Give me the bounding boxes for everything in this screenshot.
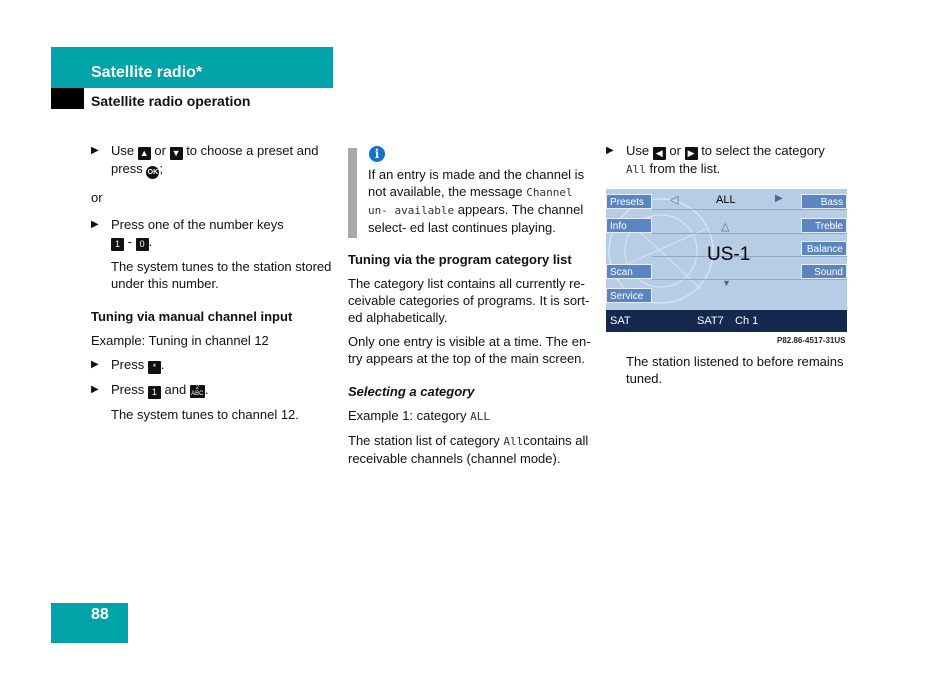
- display-code: All: [626, 163, 646, 176]
- column-middle: [348, 251, 593, 474]
- display-code: ALL: [470, 410, 491, 423]
- key-1-icon: 1: [111, 238, 124, 251]
- scan-button[interactable]: Scan: [606, 264, 652, 279]
- bullet-arrow-icon: ▶: [91, 219, 99, 230]
- key-0-icon: 0: [136, 238, 149, 251]
- paragraph: Only one entry is visible at a time. The en- try appears at the top of the main screen.: [348, 334, 591, 366]
- text: and: [164, 382, 187, 397]
- instruction-preset: [91, 142, 336, 179]
- right-key-icon: ▶: [685, 147, 698, 160]
- page-number: 88: [91, 606, 109, 623]
- or-text: or: [91, 190, 103, 205]
- result-text: The system tunes to the station stored under this number.: [111, 259, 332, 291]
- heading-manual-input: Tuning via manual channel input: [91, 309, 293, 324]
- key-2-icon: 2 ABC: [191, 385, 204, 397]
- text: .: [204, 382, 209, 397]
- text: to select the category: [701, 143, 825, 158]
- page-number-box: [51, 603, 128, 643]
- text: Use: [626, 143, 650, 158]
- text: Press one of the number keys: [111, 217, 284, 232]
- paragraph: The category list contains all currently re- ceivable categories of programs. It is sort- ed alphabetically.: [348, 276, 590, 325]
- text: If an entry is made and the channel is not available, the message: [368, 167, 585, 199]
- treble-button[interactable]: Treble: [801, 218, 847, 233]
- sound-button[interactable]: Sound: [801, 264, 847, 279]
- figure-code: P82.86-4517-31US: [777, 336, 846, 345]
- after-text: The station listened to before remains tuned.: [626, 354, 844, 386]
- key-1-icon: 1: [148, 386, 161, 399]
- divider: [652, 209, 847, 210]
- bullet-arrow-icon: ▶: [606, 145, 614, 156]
- arrow-right-icon[interactable]: ▶: [775, 193, 783, 204]
- text: appears. The channel select- ed last continues playing.: [368, 202, 584, 235]
- service-button[interactable]: Service: [606, 288, 652, 303]
- example-text: Example: Tuning in channel 12: [91, 333, 269, 348]
- text: .: [148, 234, 153, 249]
- instruction-channel-keys: [91, 381, 336, 399]
- text: ;: [159, 161, 164, 176]
- status-band: SAT: [610, 315, 631, 327]
- text: contains all receivable channels (channel mode).: [348, 433, 589, 466]
- category-label: ALL: [716, 194, 736, 206]
- column-right: [606, 142, 848, 185]
- text: Press: [111, 382, 145, 397]
- section-title: Satellite radio*: [91, 64, 203, 81]
- display-code: All: [503, 435, 524, 448]
- paragraph: [348, 432, 593, 467]
- text: .: [160, 357, 165, 372]
- arrow-up-icon[interactable]: △: [721, 221, 730, 233]
- bullet-arrow-icon: ▶: [91, 359, 99, 370]
- heading-selecting-category: Selecting a category: [348, 384, 475, 399]
- arrow-down-icon[interactable]: ▼: [722, 278, 731, 288]
- ok-key-icon: OK: [146, 166, 159, 179]
- text: from the list.: [649, 161, 721, 176]
- display-message: Channel un- available: [368, 186, 573, 217]
- text: The station list of category: [348, 433, 500, 448]
- text: or: [669, 143, 681, 158]
- down-key-icon: ▼: [170, 147, 183, 160]
- left-key-icon: ◀: [653, 147, 666, 160]
- radio-display: [606, 189, 847, 332]
- status-bar: [606, 310, 847, 332]
- info-button[interactable]: Info: [606, 218, 652, 233]
- section-subtitle: Satellite radio operation: [91, 93, 251, 109]
- example-text: [348, 407, 593, 425]
- status-channel: Ch 1: [735, 315, 759, 327]
- section-marker: [51, 88, 84, 109]
- bullet-arrow-icon: ▶: [91, 384, 99, 395]
- text: or: [154, 143, 166, 158]
- balance-button[interactable]: Balance: [801, 241, 847, 256]
- text: press: [111, 161, 143, 176]
- column-left: [91, 142, 336, 433]
- heading-category-list: Tuning via the program category list: [348, 252, 572, 267]
- info-icon: i: [369, 146, 385, 162]
- text: to choose a preset and: [186, 143, 319, 158]
- station-name: US-1: [707, 244, 751, 265]
- bullet-arrow-icon: ▶: [91, 145, 99, 156]
- instruction-select-category: [606, 142, 848, 178]
- result-text: The system tunes to channel 12.: [111, 407, 299, 422]
- star-key-icon: *: [148, 361, 161, 374]
- text: Example 1: category: [348, 408, 467, 423]
- status-preset: SAT7: [697, 315, 724, 327]
- info-sidebar: [348, 148, 357, 238]
- arrow-left-icon[interactable]: ◁: [670, 194, 679, 206]
- instruction-number-keys: [91, 216, 336, 251]
- instruction-star: [91, 356, 336, 374]
- presets-button[interactable]: Presets: [606, 194, 652, 209]
- info-note: [368, 166, 590, 236]
- text: -: [127, 234, 132, 249]
- text: Press: [111, 357, 145, 372]
- up-key-icon: ▲: [138, 147, 151, 160]
- text: Use: [111, 143, 135, 158]
- bass-button[interactable]: Bass: [801, 194, 847, 209]
